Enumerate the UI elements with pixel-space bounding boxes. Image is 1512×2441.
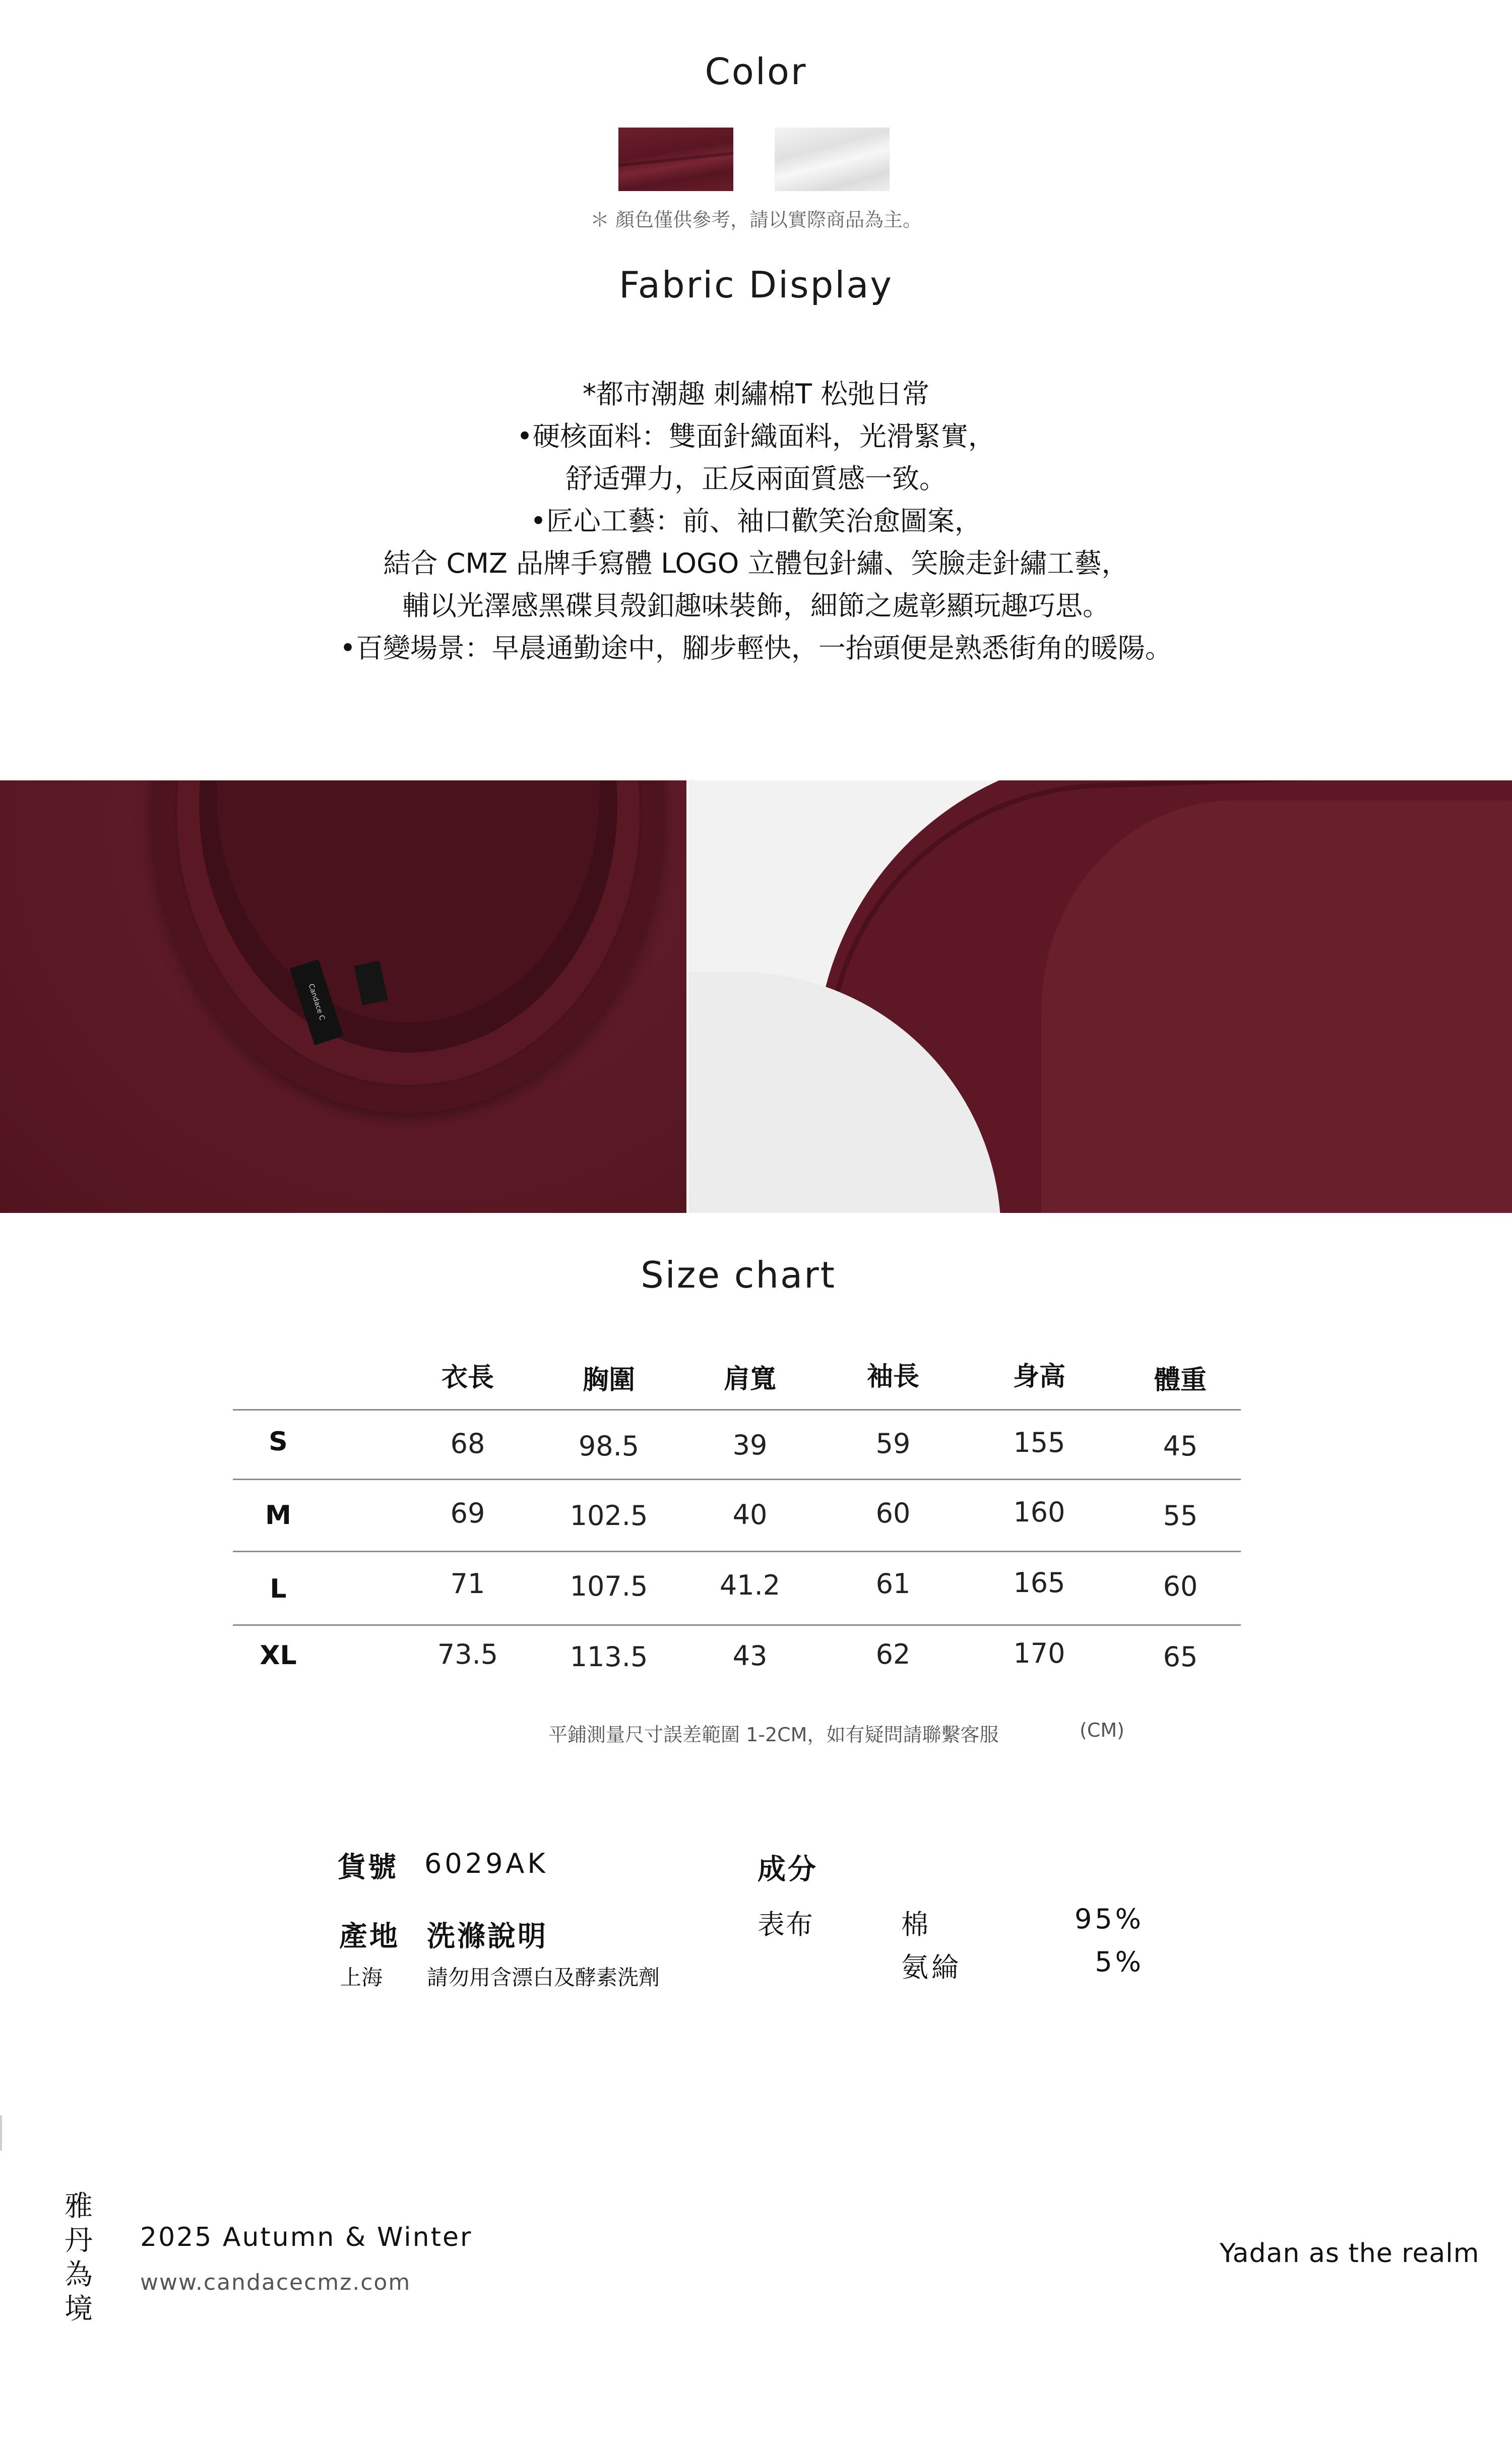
size-chart-title: Size chart	[641, 1254, 836, 1296]
table-cell: 59	[875, 1428, 911, 1459]
sku-label: 貨號	[338, 1851, 398, 1884]
size-header: 肩寬	[723, 1364, 776, 1394]
table-divider	[233, 1479, 1241, 1480]
table-cell: 98.5	[578, 1430, 640, 1462]
table-cell: 40	[732, 1499, 768, 1531]
brand-char: 雅	[65, 2190, 93, 2223]
collar-detail-photo	[0, 780, 686, 1213]
table-cell: 55	[1163, 1500, 1198, 1532]
material-name: 氨綸	[901, 1951, 962, 1983]
table-cell: 62	[875, 1638, 911, 1670]
care-label: 洗滌說明	[427, 1920, 548, 1953]
brand-vertical-text	[58, 2189, 99, 2327]
table-divider	[233, 1409, 1241, 1411]
size-header: 衣長	[441, 1363, 494, 1393]
fabric-line: •硬核面料：雙面針織面料，光滑緊實，	[517, 420, 995, 452]
fabric-line: *都市潮趣 刺繡棉T 松弛日常	[582, 378, 930, 410]
table-cell: 60	[1163, 1570, 1198, 1602]
table-divider	[233, 1551, 1241, 1552]
table-cell: 39	[732, 1429, 768, 1461]
table-divider	[233, 1624, 1241, 1626]
table-cell: 165	[1013, 1567, 1065, 1599]
table-cell: 71	[450, 1568, 485, 1600]
table-cell: 60	[875, 1497, 911, 1529]
table-cell: 107.5	[570, 1570, 648, 1602]
season-text: 2025 Autumn & Winter	[140, 2222, 473, 2252]
size-header: 體重	[1154, 1365, 1207, 1395]
brand-char: 為	[65, 2259, 93, 2291]
fabric-line: 舒适彈力，正反兩面質感一致。	[565, 463, 947, 495]
table-cell: 102.5	[570, 1500, 648, 1532]
color-swatch-white[interactable]	[775, 128, 890, 191]
size-chart-unit: (CM)	[1080, 1719, 1124, 1741]
brand-label-tag: Candace C	[290, 959, 344, 1046]
table-cell: 45	[1163, 1430, 1198, 1462]
color-swatch-wine[interactable]	[618, 128, 733, 191]
table-cell: 160	[1013, 1496, 1065, 1528]
color-section-title: Color	[705, 50, 807, 93]
sleeve-detail-photo	[688, 780, 1512, 1213]
size-row-label: S	[269, 1427, 288, 1457]
fabric-line: 輔以光澤感黑碟貝殼釦趣味裝飾，細節之處彰顯玩趣巧思。	[402, 590, 1110, 622]
sku-value: 6029AK	[424, 1848, 548, 1879]
size-row-label: L	[270, 1574, 287, 1604]
table-cell: 65	[1163, 1641, 1198, 1673]
composition-label: 成分	[758, 1853, 818, 1886]
brand-char: 境	[65, 2293, 93, 2326]
brand-slogan: Yadan as the realm	[1220, 2238, 1480, 2269]
size-header: 袖長	[866, 1362, 919, 1392]
table-cell: 73.5	[437, 1638, 498, 1670]
size-chart-note: 平鋪測量尺寸誤差範圍 1-2CM，如有疑問請聯繫客服	[548, 1724, 999, 1746]
table-cell: 155	[1013, 1427, 1065, 1458]
material-name: 棉	[901, 1909, 931, 1940]
website-link[interactable]: www.candacecmz.com	[140, 2270, 411, 2295]
edge-mark	[0, 2115, 2, 2151]
fabric-description	[0, 373, 1512, 669]
fabric-line: •百變場景：早晨通勤途中，腳步輕快，一抬頭便是熟悉街角的暖陽。	[340, 632, 1172, 664]
origin-label: 產地	[339, 1920, 400, 1953]
material-percent: 95%	[1074, 1903, 1144, 1935]
table-cell: 113.5	[570, 1641, 648, 1673]
fabric-line: 結合 CMZ 品牌手寫體 LOGO 立體包針繡、笑臉走針繡工藝，	[383, 547, 1129, 579]
material-percent: 5%	[1095, 1946, 1144, 1978]
table-cell: 170	[1013, 1637, 1065, 1669]
fabric-line: •匠心工藝：前、袖口歡笑治愈圖案，	[530, 505, 982, 537]
table-cell: 69	[450, 1497, 485, 1529]
table-cell: 68	[450, 1428, 485, 1459]
brand-char: 丹	[65, 2224, 93, 2257]
color-note: ＊ 顏色僅供參考，請以實際商品為主。	[590, 209, 922, 231]
origin-value: 上海	[340, 1965, 383, 1990]
size-header: 胸圍	[582, 1365, 635, 1395]
size-row-label: XL	[260, 1640, 297, 1671]
material-part: 表布	[758, 1909, 814, 1940]
table-cell: 43	[732, 1640, 768, 1672]
table-cell: 41.2	[719, 1569, 781, 1601]
size-row-label: M	[265, 1500, 291, 1531]
size-header: 身高	[1013, 1362, 1065, 1392]
fabric-section-title: Fabric Display	[618, 264, 894, 306]
care-value: 請勿用含漂白及酵素洗劑	[427, 1965, 660, 1990]
table-cell: 61	[875, 1568, 911, 1600]
